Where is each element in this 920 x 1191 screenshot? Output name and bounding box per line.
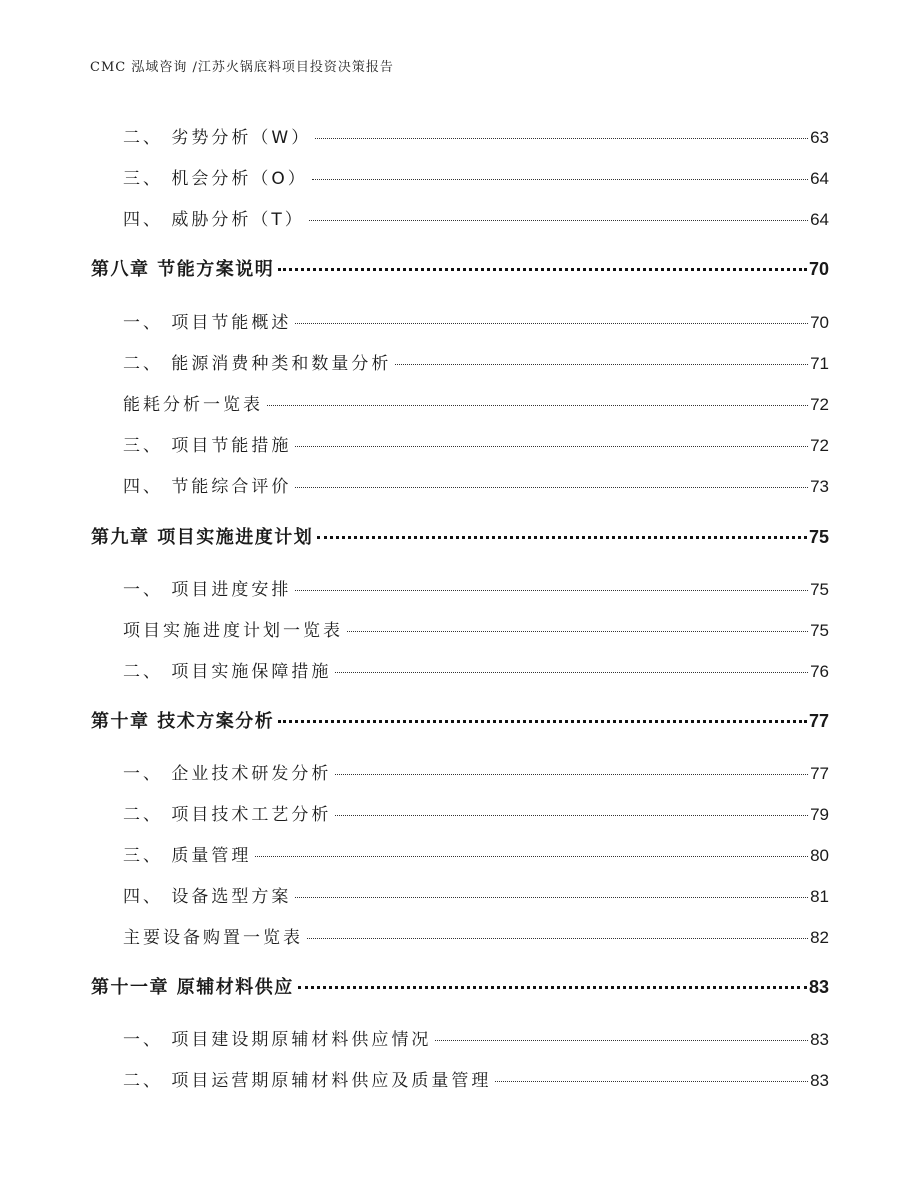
toc-entry-label: 一、 企业技术研发分析 [123, 764, 332, 784]
toc-entry[interactable] [123, 164, 829, 189]
toc-chapter[interactable] [91, 255, 829, 281]
toc-entry-label: 二、 项目技术工艺分析 [123, 805, 332, 825]
toc-entry-label: 能耗分析一览表 [123, 395, 263, 415]
toc-entry-label: 项目实施进度计划一览表 [123, 621, 343, 641]
toc-chapter-page: 77 [808, 711, 829, 731]
toc-entry-label: 二、 劣势分析（W） [123, 128, 312, 148]
toc-entry[interactable] [123, 1066, 829, 1091]
toc-entry-page: 81 [810, 887, 829, 906]
toc-entry[interactable] [123, 575, 829, 600]
toc-entry-label: 主要设备购置一览表 [123, 928, 303, 948]
toc-chapter-page: 83 [808, 977, 829, 997]
toc-leader-dots [295, 487, 808, 488]
toc-chapter-page: 70 [808, 259, 829, 279]
toc-chapter-label: 第十一章 原辅材料供应 [91, 977, 294, 998]
toc-leader-dots [312, 179, 808, 180]
toc-entry-label: 三、 机会分析（O） [123, 169, 308, 189]
toc-entry-label: 一、 项目建设期原辅材料供应情况 [123, 1030, 432, 1050]
toc-leader-dots [309, 220, 808, 221]
toc-leader-dots [495, 1081, 808, 1082]
toc-chapter[interactable] [91, 973, 829, 999]
toc-chapter[interactable] [91, 707, 829, 733]
toc-leader-dots [307, 938, 808, 939]
toc-leader-dots [278, 268, 807, 271]
toc-entry[interactable] [123, 923, 829, 948]
toc-entry-page: 72 [810, 436, 829, 455]
toc-entry[interactable] [123, 616, 829, 641]
toc-entry[interactable] [123, 800, 829, 825]
toc-entry[interactable] [123, 1025, 829, 1050]
toc-entry[interactable] [123, 390, 829, 415]
toc-leader-dots [267, 405, 808, 406]
toc-entry[interactable] [123, 123, 829, 148]
toc-entry[interactable] [123, 759, 829, 784]
toc-entry-page: 83 [810, 1071, 829, 1090]
toc-chapter[interactable] [91, 523, 829, 549]
toc-entry-page: 80 [810, 846, 829, 865]
toc-leader-dots [317, 536, 807, 539]
toc-entry-page: 71 [810, 354, 829, 373]
toc-leader-dots [315, 138, 808, 139]
toc-entry-page: 75 [810, 580, 829, 599]
toc-leader-dots [298, 986, 807, 989]
toc-entry-page: 76 [810, 662, 829, 681]
toc-entry[interactable] [123, 349, 829, 374]
toc-entry-page: 64 [810, 210, 829, 229]
toc-entry-label: 二、 项目实施保障措施 [123, 662, 332, 682]
toc-entry[interactable] [123, 308, 829, 333]
toc-entry-page: 72 [810, 395, 829, 414]
toc-entry-page: 82 [810, 928, 829, 947]
toc-entry-label: 四、 节能综合评价 [123, 477, 292, 497]
toc-entry[interactable] [123, 431, 829, 456]
toc-leader-dots [335, 774, 808, 775]
toc-leader-dots [335, 672, 808, 673]
toc-entry-page: 77 [810, 764, 829, 783]
page-header: CMC 泓域咨询 /江苏火锅底料项目投资决策报告 [90, 60, 394, 75]
toc-entry-page: 83 [810, 1030, 829, 1049]
toc-leader-dots [295, 323, 808, 324]
toc-leader-dots [295, 446, 808, 447]
toc-chapter-label: 第九章 项目实施进度计划 [91, 527, 314, 548]
toc-entry[interactable] [123, 882, 829, 907]
toc-entry-label: 四、 威胁分析（T） [123, 210, 305, 230]
toc-entry-label: 一、 项目节能概述 [123, 313, 292, 333]
toc-entry-page: 64 [810, 169, 829, 188]
toc-entry-label: 二、 项目运营期原辅材料供应及质量管理 [123, 1071, 492, 1091]
toc-entry-label: 二、 能源消费种类和数量分析 [123, 354, 392, 374]
toc-entry[interactable] [123, 657, 829, 682]
toc-leader-dots [335, 815, 808, 816]
toc-leader-dots [278, 720, 807, 723]
toc-chapter-label: 第十章 技术方案分析 [91, 711, 275, 732]
toc-leader-dots [255, 856, 808, 857]
toc-entry[interactable] [123, 472, 829, 497]
toc-entry-label: 三、 项目节能措施 [123, 436, 292, 456]
toc-entry-label: 三、 质量管理 [123, 846, 252, 866]
toc-leader-dots [347, 631, 808, 632]
toc-entry-label: 四、 设备选型方案 [123, 887, 292, 907]
toc-leader-dots [295, 590, 808, 591]
toc-leader-dots [295, 897, 808, 898]
toc-leader-dots [395, 364, 808, 365]
toc-entry-page: 75 [810, 621, 829, 640]
toc-entry[interactable] [123, 841, 829, 866]
toc-entry-page: 70 [810, 313, 829, 332]
toc-entry[interactable] [123, 205, 829, 230]
toc-entry-page: 73 [810, 477, 829, 496]
toc-entry-page: 63 [810, 128, 829, 147]
toc-entry-label: 一、 项目进度安排 [123, 580, 292, 600]
toc-chapter-label: 第八章 节能方案说明 [91, 259, 275, 280]
toc-leader-dots [435, 1040, 808, 1041]
toc-chapter-page: 75 [808, 527, 829, 547]
toc-entry-page: 79 [810, 805, 829, 824]
